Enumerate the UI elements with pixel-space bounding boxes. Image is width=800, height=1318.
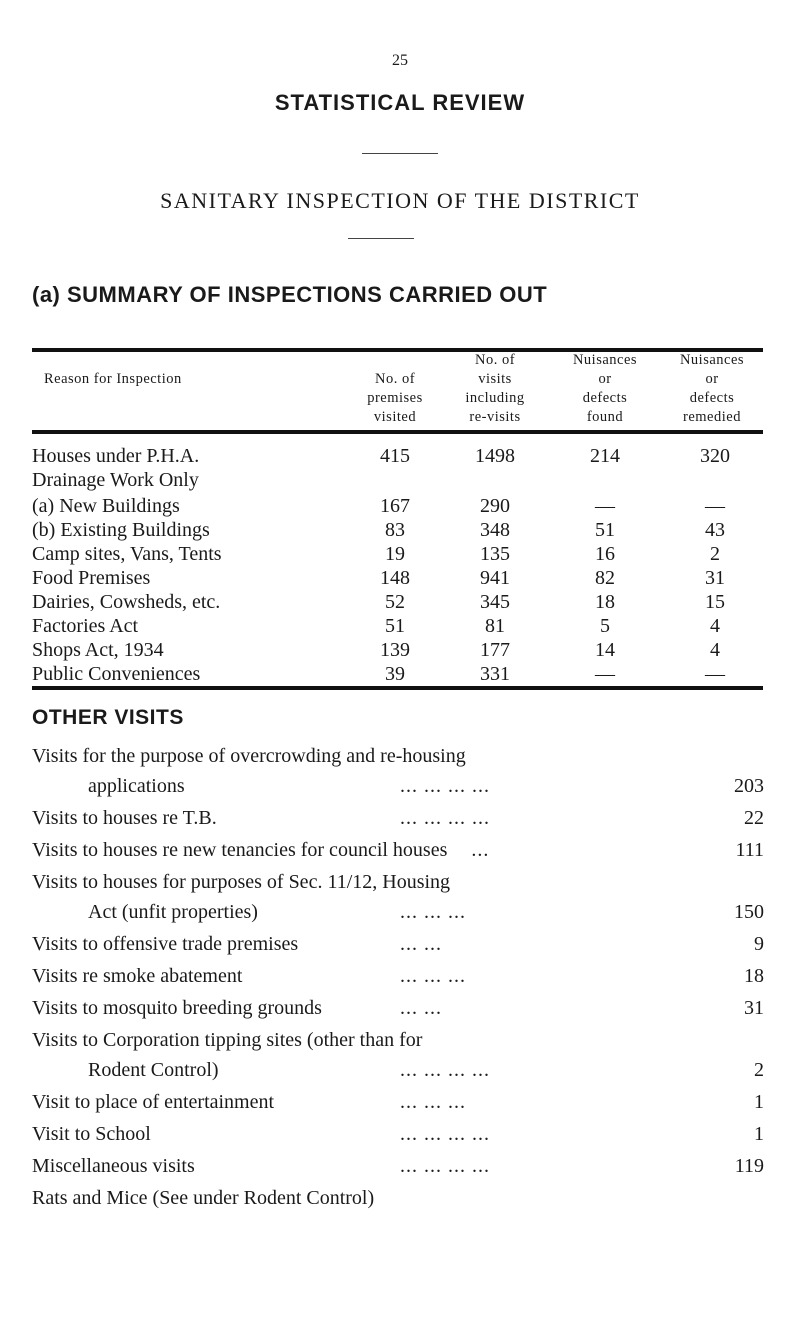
table-cell-remedied: 15 xyxy=(705,591,725,613)
table-cell-remedied: 31 xyxy=(705,567,725,589)
table-row-label: Dairies, Cowsheds, etc. xyxy=(32,591,221,613)
visit-item-label-continued: Rodent Control) xyxy=(88,1059,219,1081)
visit-item-count: 119 xyxy=(734,1155,764,1177)
dot-leader: ... ... ... xyxy=(400,1091,466,1113)
table-header-rule xyxy=(32,430,763,434)
table-cell-premises: 167 xyxy=(380,495,410,517)
visit-item-label: Visits to houses for purposes of Sec. 11/12, Housing xyxy=(32,871,451,893)
table-cell-premises: 148 xyxy=(380,567,410,589)
table-cell-remedied: 43 xyxy=(705,519,725,541)
table-row-label: Drainage Work Only xyxy=(32,469,199,491)
dot-leader: ... ... ... ... xyxy=(400,1059,490,1081)
visit-item-label: Visits to houses re T.B. xyxy=(32,807,217,829)
header-visits: No. of visits including re-visits xyxy=(465,352,525,425)
dot-leader: ... ... ... ... xyxy=(400,1155,490,1177)
dot-leader: ... ... xyxy=(400,997,442,1019)
table-cell-visits: 81 xyxy=(485,615,505,637)
visit-item-count: 18 xyxy=(744,965,764,987)
table-cell-premises: 39 xyxy=(385,663,405,685)
table-cell-found: 16 xyxy=(595,543,615,565)
page-number: 25 xyxy=(392,52,408,69)
table-cell-remedied: — xyxy=(705,663,725,685)
visit-item-count: 31 xyxy=(744,997,764,1019)
visit-item-count: 111 xyxy=(735,839,764,861)
table-cell-found: 18 xyxy=(595,591,615,613)
table-cell-visits: 135 xyxy=(480,543,510,565)
dot-leader: ... ... ... ... xyxy=(400,775,490,797)
table-cell-found: — xyxy=(595,663,615,685)
visit-item-label: Visits to Corporation tipping sites (other than for xyxy=(32,1029,423,1051)
dot-leader: ... xyxy=(471,839,490,861)
divider xyxy=(348,238,414,239)
dot-leader: ... ... ... ... xyxy=(400,807,490,829)
section-a-title: (a) SUMMARY OF INSPECTIONS CARRIED OUT xyxy=(32,282,548,307)
visit-item-label: Rats and Mice (See under Rodent Control) xyxy=(32,1187,375,1209)
visit-item-label: Visits for the purpose of overcrowding and re-housing xyxy=(32,745,466,767)
table-cell-remedied: 4 xyxy=(710,639,720,661)
visit-item-count: 150 xyxy=(734,901,764,923)
visit-item-count: 22 xyxy=(744,807,764,829)
visit-item-count: 203 xyxy=(734,775,764,797)
visit-item-label: Visit to place of entertainment xyxy=(32,1091,275,1113)
table-cell-premises: 51 xyxy=(385,615,405,637)
table-cell-found: 5 xyxy=(600,615,610,637)
table-row-label: Camp sites, Vans, Tents xyxy=(32,543,222,565)
table-row-label: Shops Act, 1934 xyxy=(32,639,164,661)
table-cell-remedied: 4 xyxy=(710,615,720,637)
visit-item-label: Visits to offensive trade premises xyxy=(32,933,299,955)
dot-leader: ... ... ... ... xyxy=(400,1123,490,1145)
visit-item-count: 1 xyxy=(754,1123,764,1145)
visit-item-label: Visits to mosquito breeding grounds xyxy=(32,997,322,1019)
table-cell-visits: 1498 xyxy=(475,445,515,467)
visit-item-label: Visit to School xyxy=(32,1123,151,1145)
table-cell-premises: 19 xyxy=(385,543,405,565)
visit-item-count: 1 xyxy=(754,1091,764,1113)
visit-item-label-continued: Act (unfit properties) xyxy=(88,901,258,923)
table-cell-remedied: 320 xyxy=(700,445,730,467)
table-row-label: Houses under P.H.A. xyxy=(32,445,200,467)
subtitle: SANITARY INSPECTION OF THE DISTRICT xyxy=(160,188,640,213)
header-found: Nuisances or defects found xyxy=(572,352,638,425)
table-cell-visits: 290 xyxy=(480,495,510,517)
table-cell-found: 51 xyxy=(595,519,615,541)
page-title: STATISTICAL REVIEW xyxy=(274,90,526,115)
visit-item-label: Visits re smoke abatement xyxy=(32,965,243,987)
table-cell-remedied: — xyxy=(705,495,725,517)
table-cell-remedied: 2 xyxy=(710,543,720,565)
divider xyxy=(362,153,438,154)
header-reason: Reason for Inspection xyxy=(44,371,182,387)
table-cell-premises: 52 xyxy=(385,591,405,613)
visit-item-label: Miscellaneous visits xyxy=(32,1155,195,1177)
table-cell-premises: 415 xyxy=(380,445,410,467)
table-cell-visits: 345 xyxy=(480,591,510,613)
table-cell-visits: 941 xyxy=(480,567,510,589)
table-row-label: Public Conveniences xyxy=(32,663,201,685)
table-row-label: Food Premises xyxy=(32,567,151,589)
table-cell-found: 214 xyxy=(590,445,620,467)
table-row-label: (a) New Buildings xyxy=(32,495,180,517)
visit-item-count: 2 xyxy=(754,1059,764,1081)
header-remedied: Nuisances or defects remedied xyxy=(679,352,745,425)
table-cell-visits: 177 xyxy=(480,639,510,661)
dot-leader: ... ... ... xyxy=(400,901,466,923)
table-row-label: Factories Act xyxy=(32,615,139,637)
table-bottom-rule xyxy=(32,686,763,690)
visit-item-count: 9 xyxy=(754,933,764,955)
table-cell-found: 14 xyxy=(595,639,615,661)
header-premises: No. of premises visited xyxy=(367,371,423,425)
table-cell-premises: 83 xyxy=(385,519,405,541)
table-cell-found: 82 xyxy=(595,567,615,589)
visit-item-label: Visits to houses re new tenancies for council houses xyxy=(32,839,448,861)
table-cell-visits: 331 xyxy=(480,663,510,685)
table-cell-premises: 139 xyxy=(380,639,410,661)
table-cell-visits: 348 xyxy=(480,519,510,541)
table-row-label: (b) Existing Buildings xyxy=(32,519,210,541)
dot-leader: ... ... ... xyxy=(400,965,466,987)
visit-item-label-continued: applications xyxy=(88,775,185,797)
table-cell-found: — xyxy=(595,495,615,517)
section-b-title: OTHER VISITS xyxy=(32,706,184,729)
dot-leader: ... ... xyxy=(400,933,442,955)
